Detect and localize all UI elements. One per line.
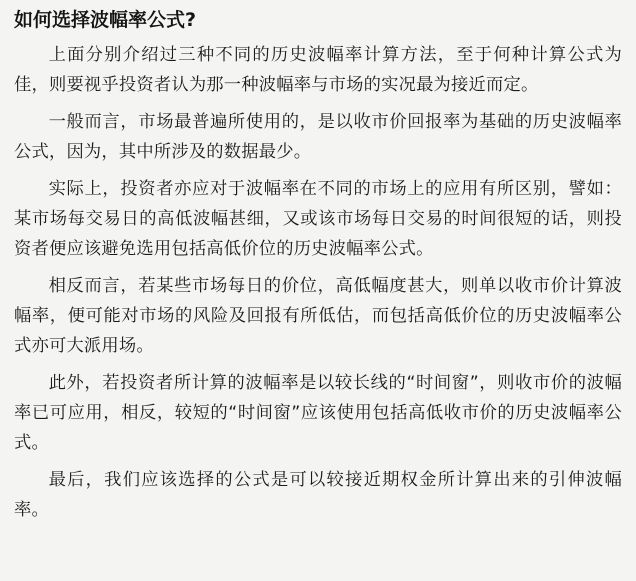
paragraph-high-low-range: 相反而言，若某些市场每日的价位，高低幅度甚大，则单以收市价计算波幅率，便可能对市场的风险及回报有所低估，而包括高低价位的历史波幅率公式亦可大派用场。 [14,276,622,356]
paragraph-intro: 上面分别介绍过三种不同的历史波幅率计算方法，至于何种计算公式为佳，则要视乎投资者认为那一种波幅率与市场的实况最为接近而定。 [14,45,622,95]
paragraph-common-usage: 一般而言，市场最普遍所使用的，是以收市价回报率为基础的历史波幅率公式，因为，其中所涉及的数据最少。 [14,112,622,162]
document-body [14,40,622,525]
paragraph-conclusion: 最后，我们应该选择的公式是可以较接近期权金所计算出来的引伸波幅率。 [14,470,622,520]
paragraph-time-window: 此外，若投资者所计算的波幅率是以较长线的“时间窗”，则收市价的波幅率已可应用，相反，较短的“时间窗”应该使用包括高低收市价的历史波幅率公式。 [14,373,622,453]
paragraph-market-differences: 实际上，投资者亦应对于波幅率在不同的市场上的应用有所区别，譬如：某市场每交易日的高低波幅甚细，又或该市场每日交易的时间很短的话，则投资者便应该避免选用包括高低价位的历史波幅率公式。 [14,179,622,259]
section-heading: 如何选择波幅率公式? [14,9,197,31]
